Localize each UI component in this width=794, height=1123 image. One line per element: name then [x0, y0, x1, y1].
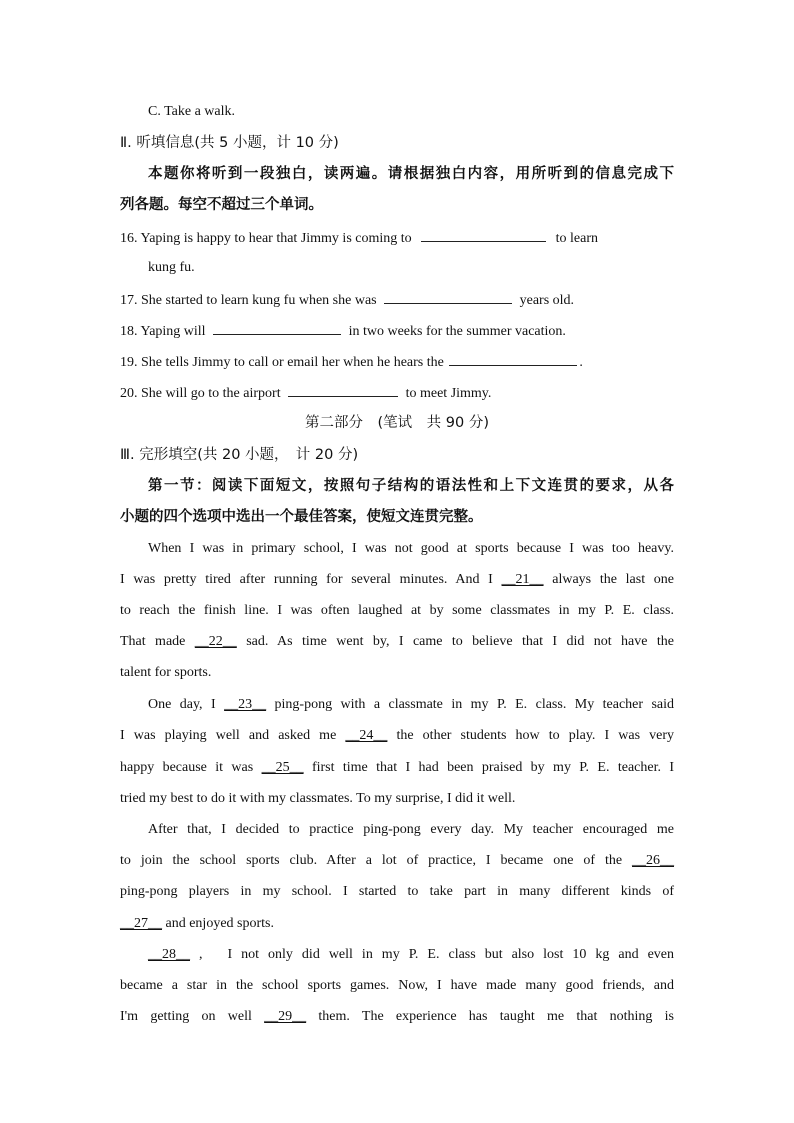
instruction-line-2: 列各题。每空不超过三个单词。 — [120, 197, 323, 213]
passage-line-16: I'm getting on well __29__ them. The experience has taught me that nothing is — [120, 1009, 675, 1024]
answer-blank-18[interactable] — [213, 321, 341, 335]
passage-line-7: I was playing well and asked me __24__ the other students how to play. I was very — [120, 728, 674, 743]
blank-25[interactable]: __25__ — [261, 760, 304, 775]
answer-blank-20[interactable] — [288, 383, 398, 397]
passage-line-11: to join the school sports club. After a lot of practice, I became one of the __26__ — [120, 853, 675, 868]
blank-28[interactable]: __28__ — [148, 947, 190, 962]
question-17: 17. She started to learn kung fu when she was years old. — [120, 290, 674, 310]
question-16-cont: kung fu. — [148, 260, 195, 275]
blank-26[interactable]: __26__ — [632, 853, 675, 868]
instruction-line-1: 本题你将听到一段独白，读两遍。请根据独白内容，用所听到的信息完成下 — [148, 166, 674, 182]
passage-line-10: After that, I decided to practice ping-pong every day. My teacher encouraged me — [148, 822, 674, 837]
question-18: 18. Yaping will in two weeks for the summer vacation. — [120, 321, 674, 341]
passage-line-14: __28__ , I not only did well in my P. E. class but also lost 10 kg and even — [148, 947, 674, 962]
blank-27[interactable]: __27__ — [120, 916, 162, 931]
blank-24[interactable]: __24__ — [345, 728, 388, 743]
question-19: 19. She tells Jimmy to call or email her when he hears the . — [120, 352, 674, 372]
passage-line-12: ping-pong players in my school. I started to take part in many different kinds of — [120, 884, 674, 899]
question-16: 16. Yaping is happy to hear that Jimmy is coming to to learn — [120, 228, 674, 248]
blank-23[interactable]: __23__ — [224, 697, 267, 712]
cloze-instruction-2: 小题的四个选项中选出一个最佳答案，使短文连贯完整。 — [120, 509, 483, 525]
passage-line-6: One day, I __23__ ping-pong with a classmate in my P. E. class. My teacher said — [148, 697, 675, 712]
cloze-instruction-1: 第一节：阅读下面短文，按照句子结构的语法性和上下文连贯的要求，从各 — [148, 478, 674, 494]
passage-line-2: I was pretty tired after running for several minutes. And I __21__ always the last one — [120, 572, 675, 587]
passage-line-9: tried my best to do it with my classmates. To my surprise, I did it well. — [120, 791, 516, 806]
blank-21[interactable]: __21__ — [501, 572, 544, 587]
blank-29[interactable]: __29__ — [264, 1009, 307, 1024]
answer-blank-16[interactable] — [421, 228, 546, 242]
section-3-heading: Ⅲ. 完形填空(共 20 小题， 计 20 分) — [120, 447, 359, 463]
passage-line-1: When I was in primary school, I was not good at sports because I was too heavy. — [148, 541, 674, 556]
option-c: C. Take a walk. — [148, 104, 236, 119]
passage-line-4: That made __22__ sad. As time went by, I came to believe that I did not have the — [120, 634, 674, 649]
passage-line-8: happy because it was __25__ first time that I had been praised by my P. E. teacher. I — [120, 760, 675, 775]
question-20: 20. She will go to the airport to meet Jimmy. — [120, 383, 674, 403]
passage-line-15: became a star in the school sports games. Now, I have made many good friends, and — [120, 978, 674, 993]
passage-line-5: talent for sports. — [120, 665, 212, 680]
answer-blank-19[interactable] — [449, 352, 577, 366]
passage-line-13: __27__ and enjoyed sports. — [120, 916, 274, 931]
part-2-heading: 第二部分 (笔试 共 90 分) — [305, 415, 489, 431]
answer-blank-17[interactable] — [384, 290, 512, 304]
passage-line-3: to reach the finish line. I was often laughed at by some classmates in my P. E. class. — [120, 603, 674, 618]
blank-22[interactable]: __22__ — [194, 634, 237, 649]
section-2-heading: Ⅱ. 听填信息(共 5 小题，计 10 分) — [120, 135, 339, 151]
